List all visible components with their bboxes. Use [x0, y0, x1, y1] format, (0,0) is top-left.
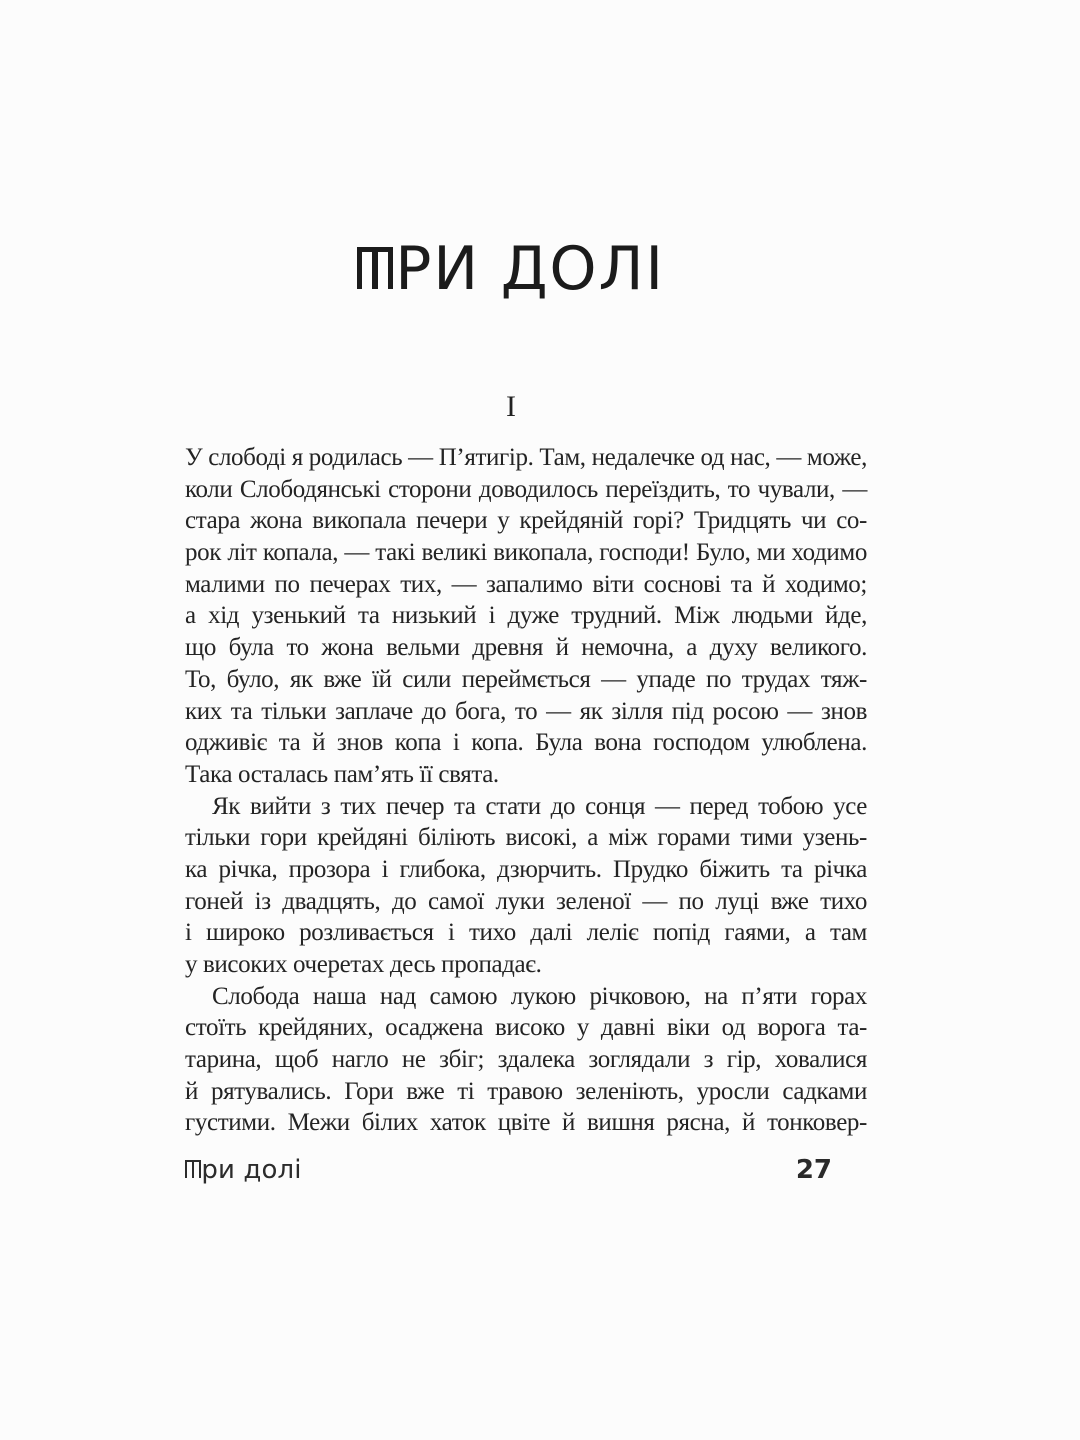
text-line: Як вийти з тих печер та стати до сонця — перед тобою усе	[212, 792, 867, 820]
paragraph	[185, 442, 867, 791]
paragraph	[185, 791, 867, 981]
running-title	[185, 1155, 302, 1186]
text-line: густими. Межи білих хаток цвіте й вишня рясна, й тонковер-	[185, 1109, 867, 1137]
text-line: і широко розливається і тихо далі леліє попід гаями, а там	[185, 919, 867, 947]
chapter-title	[185, 234, 867, 304]
text-line: У слободі я родилась — П’ятигір. Там, недалечке од нас, — може,	[185, 444, 867, 471]
text-line: рок літ копала, — такі великі викопала, господи! Було, ми ходимо	[185, 539, 867, 567]
text-line: Слобода наша над самою лукою річковою, на п’яти горах	[212, 982, 867, 1010]
text-line: коли Слободянські сторони доводилось переїздить, то чували, —	[185, 475, 867, 503]
text-line: малими по печерах тих, — запалимо віти соснові та й ходимо;	[185, 570, 867, 598]
text-line: у високих очеретах десь пропадає.	[185, 951, 542, 978]
text-line: ких та тільки заплаче до бога, то — як зілля під росою — знов	[185, 697, 867, 725]
text-line: гоней із двадцять, до самої луки зеленої — по луці вже тихо	[185, 887, 867, 915]
text-line: ка річка, прозора і глибока, дзюрчить. Прудко біжить та річка	[185, 855, 867, 883]
body-text	[185, 442, 867, 1139]
text-line: й рятувались. Гори вже ті травою зеленіють, уросли садками	[185, 1077, 867, 1105]
paragraph	[185, 981, 867, 1139]
text-line: стара жона викопала печери у крейдяній горі? Тридцять чи со-	[185, 507, 867, 535]
text-line: що була то жона вельми древня й немочна, а духу великого.	[185, 634, 867, 662]
stylized-t-glyph	[357, 247, 393, 289]
text-line: тільки гори крейдяні біліють високі, а між горами тими узень-	[185, 824, 867, 852]
page-footer	[185, 1155, 832, 1186]
text-line: стоїть крейдяних, осаджена високо у давні віки од ворога та-	[185, 1014, 867, 1042]
text-line: тарина, щоб нагло не збіг; здалека зоглядали з гір, ховалися	[185, 1046, 867, 1074]
section-numeral: I	[506, 390, 516, 423]
text-line: То, було, як вже їй сили переймється — упаде по трудах тяж-	[185, 665, 867, 693]
text-line: а хід узенький та низький і дуже трудний. Між людьми йде,	[185, 602, 867, 630]
running-title-text: ри долі	[201, 1155, 302, 1185]
page-number: 27	[795, 1155, 832, 1185]
text-line: одживіє та й знов копа і копа. Була вона господом улюблена.	[185, 729, 867, 757]
stylized-t-glyph	[185, 1160, 201, 1178]
text-line: Така осталась пам’ять її свята.	[185, 760, 499, 788]
chapter-title-text: РИ ДОЛІ	[395, 234, 665, 304]
